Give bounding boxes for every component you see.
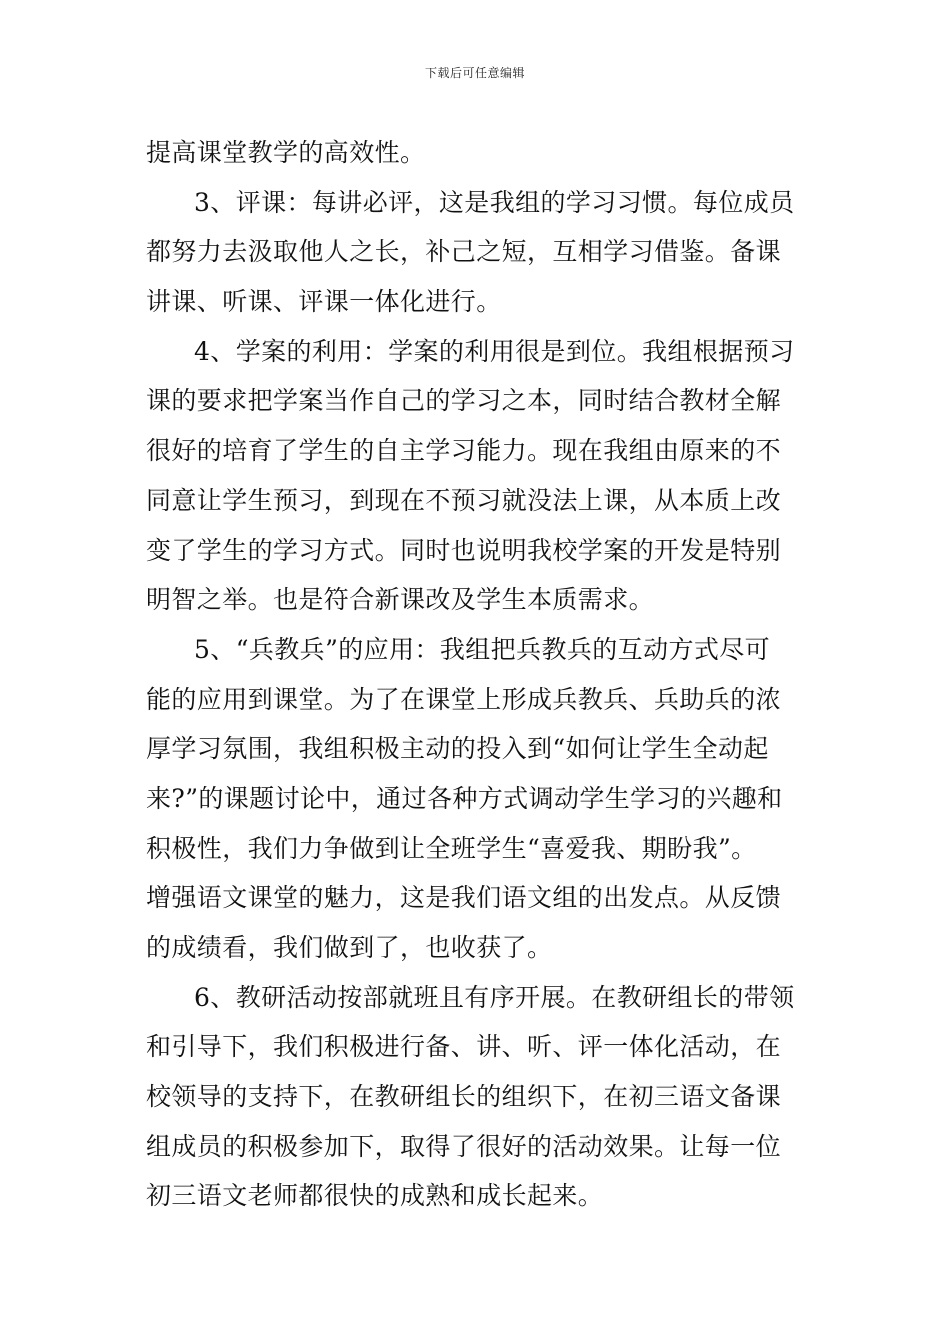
text-line: 提高课堂教学的高效性。: [146, 138, 426, 167]
text-line: 初三语文老师都很快的成熟和成长起来。: [146, 1181, 604, 1211]
text-line: 来?”的课题讨论中，通过各种方式调动学生学习的兴趣和: [146, 783, 783, 813]
text-line: 和引导下，我们积极进行备、讲、听、评一体化活动，在: [146, 1032, 782, 1062]
text-line: 同意让学生预习，到现在不预习就没法上课，从本质上改: [146, 485, 782, 515]
text-line: 变了学生的学习方式。同时也说明我校学案的开发是特别: [146, 535, 782, 565]
document-body: [146, 128, 812, 1221]
text-line: 3、评课：每讲必评，这是我组的学习习惯。每位成员: [194, 187, 795, 217]
paragraph-study-plan: [146, 327, 812, 625]
paragraph-peer-teaching: [146, 625, 812, 973]
text-line: 明智之举。也是符合新课改及学生本质需求。: [146, 585, 655, 615]
text-line: 都努力去汲取他人之长，补己之短，互相学习借鉴。备课: [146, 237, 782, 267]
text-line: 组成员的积极参加下，取得了很好的活动效果。让每一位: [146, 1131, 782, 1161]
text-line: 很好的培育了学生的自主学习能力。现在我组由原来的不: [146, 436, 782, 466]
text-line: 课的要求把学案当作自己的学习之本，同时结合教材全解: [146, 386, 782, 416]
text-line: 厚学习氛围，我组积极主动的投入到“如何让学生全动起: [146, 734, 769, 764]
text-line: 增强语文课堂的魅力，这是我们语文组的出发点。从反馈: [146, 883, 782, 913]
text-line: 能的应用到课堂。为了在课堂上形成兵教兵、兵助兵的浓: [146, 684, 782, 714]
text-line: 6、教研活动按部就班且有序开展。在教研组长的带领: [194, 982, 795, 1012]
text-line: 讲课、听课、评课一体化进行。: [146, 287, 502, 317]
page-header: 下载后可任意编辑: [424, 66, 525, 80]
text-line: 校领导的支持下，在教研组长的组织下，在初三语文备课: [146, 1082, 782, 1112]
text-line: 4、学案的利用：学案的利用很是到位。我组根据预习: [194, 336, 795, 366]
paragraph-evaluation: [146, 178, 812, 327]
text-line: 5、“兵教兵”的应用：我组把兵教兵的互动方式尽可: [194, 634, 771, 664]
text-line: 的成绩看，我们做到了，也收获了。: [146, 933, 553, 962]
paragraph-research-activity: [146, 973, 812, 1221]
text-line: 积极性，我们力争做到让全班学生“喜爱我、期盼我”。: [146, 833, 757, 863]
paragraph-continuation: [146, 128, 812, 178]
